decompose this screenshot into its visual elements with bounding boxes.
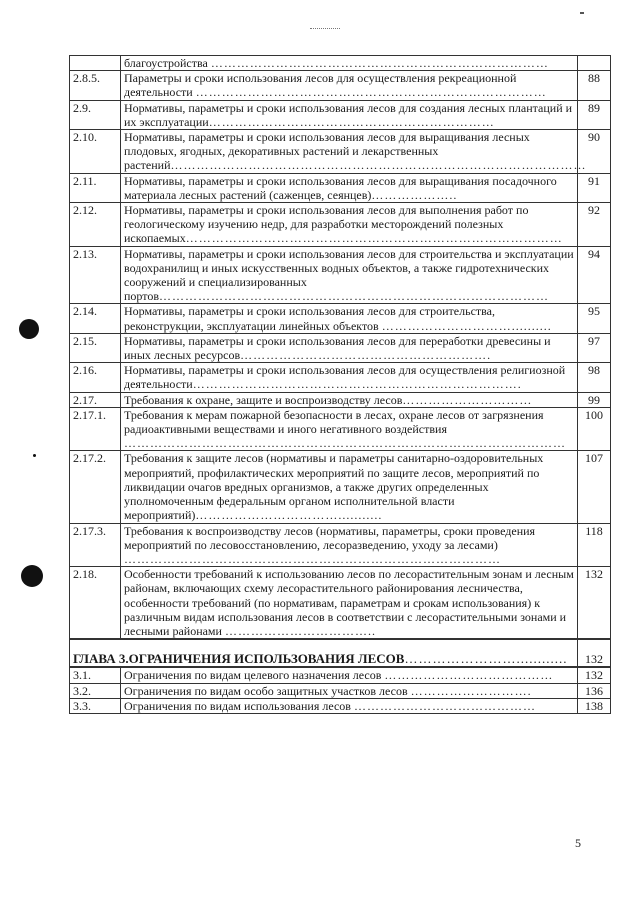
section-title: Ограничения по видам особо защитных участков лесов: [124, 683, 411, 698]
dot-leader: …………………………………………………………………………………………: [124, 436, 566, 451]
section-title: Особенности требований к использованию лесов по лесорастительным зонам и лесным районам, включающих схему лесорастительного районирования лесничества, особенности требований (по нормативам, параметрам и срокам использования) к различным видам использования лесов в соответствии с лесорастительными зонами и лесными районами: [124, 567, 574, 638]
dot-leader: ……………………….: [410, 683, 532, 698]
table-of-contents: [69, 55, 611, 714]
page-number: 5: [575, 836, 581, 850]
section-title: Нормативы, параметры и сроки использования лесов для осуществления религиозной деятельности: [124, 363, 566, 392]
toc-row: [70, 203, 611, 247]
section-title-cell: [121, 698, 578, 713]
section-title-cell: [121, 407, 578, 451]
page-ref: [578, 56, 611, 71]
toc-row: [70, 567, 611, 640]
section-title: Нормативы, параметры и сроки использования лесов для создания лесных плантаций и их эксплуатации: [124, 100, 573, 129]
scan-mark: [310, 28, 340, 33]
toc-row: [70, 407, 611, 451]
dot-leader: ………………..: [371, 187, 458, 202]
dot-leader: …………………………………………………………: [208, 114, 495, 129]
page-ref: 107: [578, 451, 611, 523]
section-title: Нормативы, параметры и сроки использования лесов для строительства и эксплуатации водохранилищ и иных искусственных водных объектов, а также гидротехнических сооружений и специализированных портов: [124, 246, 574, 304]
dot-leader: ………………………………………………………………….: [192, 377, 522, 392]
toc-row: [70, 333, 611, 362]
dot-leader: ……………………............: [404, 651, 568, 667]
section-title: благоустройства: [124, 56, 211, 70]
section-title-cell: [121, 567, 578, 640]
page-ref: 95: [578, 304, 611, 333]
dot-leader: ………………………………………………………………………: [195, 85, 547, 100]
section-title-cell: [121, 392, 578, 407]
section-title-cell: [121, 363, 578, 392]
page-ref: 136: [578, 683, 611, 698]
toc-row: [70, 71, 611, 100]
page-ref: 118: [578, 523, 611, 567]
section-title: Требования к защите лесов (нормативы и параметры санитарно-оздоровительных мероприятий, профилактических мероприятий по защите лесов, мероприятий по ликвидации очагов вредных организмов, а также других определенных уполномоченным федеральным органом исполнительной власти мероприятий): [124, 451, 544, 523]
toc-row: [70, 363, 611, 392]
section-title: Нормативы, параметры и сроки использования лесов для выращивания посадочного материала лесных растений (саженцев, сеянцев): [124, 173, 557, 202]
dot-leader: ……………………………...........: [195, 508, 383, 523]
section-number: 2.15.: [70, 333, 121, 362]
page-ref: 98: [578, 363, 611, 392]
section-number: 3.2.: [70, 683, 121, 698]
section-title-cell: [121, 451, 578, 523]
toc-row: [70, 451, 611, 523]
section-number: 2.9.: [70, 100, 121, 129]
dot-leader: ………………………………………………….: [240, 348, 492, 363]
section-title-cell: [121, 71, 578, 100]
page-ref: 132: [578, 667, 611, 683]
page-ref: 132: [578, 639, 611, 667]
toc-row: [70, 683, 611, 698]
section-title-cell: [121, 100, 578, 129]
section-number: 2.11.: [70, 173, 121, 202]
toc-row: [70, 667, 611, 683]
section-title: Требования к воспроизводству лесов (нормативы, параметры, сроки проведения мероприятий по лесовосстановлению, лесоразведению, уходу за лесами): [124, 523, 536, 552]
page-ref: 100: [578, 407, 611, 451]
section-number: 3.3.: [70, 698, 121, 713]
toc-row: [70, 246, 611, 304]
section-number: 2.18.: [70, 567, 121, 640]
page-ref: 91: [578, 173, 611, 202]
toc-row: [70, 100, 611, 129]
dot-leader: …………………………: [402, 392, 533, 407]
section-title: Параметры и сроки использования лесов для осуществления рекреационной деятельности: [124, 71, 517, 100]
punch-hole: [19, 319, 39, 339]
toc-row: [70, 392, 611, 407]
section-title: Требования к мерам пожарной безопасности в лесах, охране лесов от загрязнения радиоактивными веществами и иного негативного воздействия: [124, 407, 544, 437]
section-number: 3.1.: [70, 667, 121, 683]
page-ref: 90: [578, 130, 611, 174]
section-number: 2.17.1.: [70, 407, 121, 451]
page-ref: 94: [578, 246, 611, 304]
section-title-cell: [121, 56, 578, 71]
section-title-cell: [121, 173, 578, 202]
dot-leader: ……………………………..: [224, 623, 376, 638]
page-ref: 132: [578, 567, 611, 640]
toc-row: [70, 698, 611, 713]
dot-leader: ……………………………………………………………………: [210, 56, 549, 70]
dot-leader: ……………………………………………………………………………: [124, 551, 501, 566]
section-title-cell: [121, 130, 587, 174]
section-title-cell: [121, 667, 578, 683]
page-ref: 138: [578, 698, 611, 713]
section-title: Ограничения по видам использования лесов: [124, 698, 354, 713]
page-ref: 89: [578, 100, 611, 129]
toc-row: [70, 130, 611, 174]
dot-leader: ……………………………………: [353, 698, 536, 713]
toc-row: [70, 523, 611, 567]
section-title: Нормативы, параметры и сроки использования лесов для выполнения работ по геологическому изучению недр, для разработки месторождений полезных ископаемых: [124, 203, 529, 246]
section-number: 2.10.: [70, 130, 121, 174]
section-number: 2.17.: [70, 392, 121, 407]
section-title: Нормативы, параметры и сроки использования лесов для выращивания лесных плодовых, ягодных, декоративных растений и лекарственных растений: [124, 130, 530, 173]
chapter-title: ГЛАВА 3.ОГРАНИЧЕНИЯ ИСПОЛЬЗОВАНИЯ ЛЕСОВ: [73, 651, 405, 667]
dot-leader: ……………………………………………………………………………………: [170, 158, 587, 173]
section-title: Требования к охране, защите и воспроизводству лесов: [124, 392, 403, 407]
page-ref: 88: [578, 71, 611, 100]
section-number: 2.14.: [70, 304, 121, 333]
section-title-cell: [121, 304, 578, 333]
scan-mark: [580, 12, 584, 14]
toc-row: [70, 173, 611, 202]
dot-leader: …………………………..........: [381, 318, 552, 333]
section-title: Нормативы, параметры и сроки использования лесов для строительства, реконструкции, эксплуатации линейных объектов: [124, 304, 495, 333]
punch-hole: [21, 565, 43, 587]
section-title: Ограничения по видам целевого назначения лесов: [124, 668, 385, 683]
section-number: 2.13.: [70, 246, 121, 304]
page-ref: 99: [578, 392, 611, 407]
section-title-cell: [121, 203, 578, 247]
section-title-cell: [121, 333, 578, 362]
section-number: 2.12.: [70, 203, 121, 247]
section-number: 2.17.3.: [70, 523, 121, 567]
section-title-cell: [121, 246, 578, 304]
toc-row: [70, 56, 611, 71]
section-number: 2.16.: [70, 363, 121, 392]
page-ref: 92: [578, 203, 611, 247]
section-number: 2.8.5.: [70, 71, 121, 100]
section-number: 2.17.2.: [70, 451, 121, 523]
dot-leader: ………………………………………………………………………………: [159, 289, 550, 304]
dot-leader: …………………………………: [384, 668, 554, 683]
page-ref: 97: [578, 333, 611, 362]
chapter-row: [70, 639, 611, 667]
section-title-cell: [121, 683, 578, 698]
punch-hole: [33, 454, 36, 457]
chapter-heading-cell: [70, 639, 578, 667]
section-title: Нормативы, параметры и сроки использования лесов для переработки древесины и иных лесных ресурсов: [124, 333, 551, 363]
toc-row: [70, 304, 611, 333]
section-title-cell: [121, 523, 578, 567]
dot-leader: ……………………………………………………………………………: [185, 231, 563, 246]
section-number: [70, 56, 121, 71]
